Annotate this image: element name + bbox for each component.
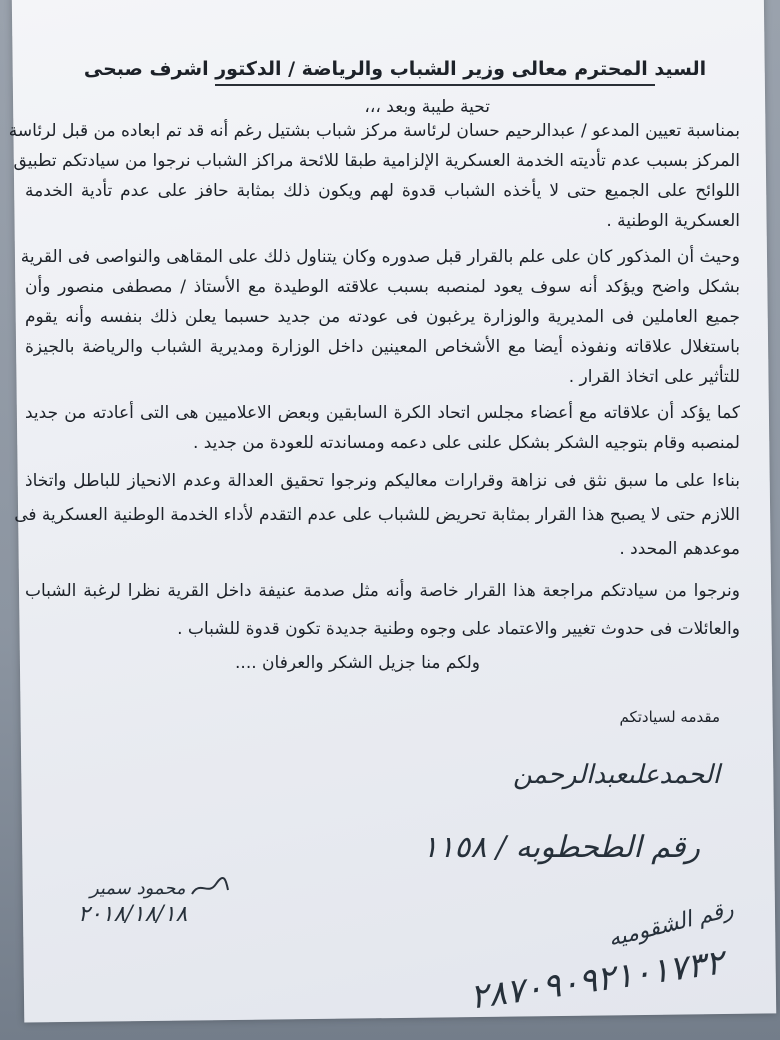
sender-signature: الحمدعلىعبدالرحمن — [513, 760, 720, 790]
body-line: كما يؤكد أن علاقاته مع أعضاء مجلس اتحاد الكرة السابقين وبعض الاعلاميين هى التى أعادته من جديد — [25, 403, 740, 423]
body-line: بشكل واضح ويؤكد أنه سوف يعود لمنصبه بسبب علاقته الوطيدة مع الأستاذ / مصطفى منصور وأن — [25, 277, 740, 297]
body-line: وحيث أن المذكور كان على علم بالقرار قبل صدوره وكان يتناول ذلك على المقاهى والنواصى فى القرية — [20, 247, 740, 267]
signature-stroke-icon — [190, 876, 230, 900]
body-line: موعدهم المحدد . — [619, 539, 740, 559]
national-id-label: رقم الشقوميه — [605, 896, 737, 953]
body-line: باستغلال علاقاته ونفوذه أيضا مع الأشخاص المعينين داخل الوزارة ومديرية الشباب والرياضة بالجيزة — [25, 337, 740, 357]
body-line: لمنصبه وقام بتوجيه الشكر بشكل علنى على دعمه ومساندته للعودة من جديد . — [192, 433, 740, 453]
file-number: رقم الطحطوبه / ١١٥٨ — [422, 830, 700, 865]
body-line: بناءا على ما سبق نثق فى نزاهة وقرارات معاليكم ونرجوا تحقيق العدالة وعدم الانحياز للباطل واتخاذ — [25, 471, 740, 491]
body-line: ونرجوا من سيادتكم مراجعة هذا القرار خاصة وأنه مثل صدمة عنيفة داخل القرية نظرا لرغبة الشباب — [25, 581, 740, 601]
greeting: تحية طيبة وبعد ،،، — [364, 97, 490, 117]
body-line: ولكم منا جزيل الشكر والعرفان .... — [235, 653, 480, 673]
body-line: للتأثير على اتخاذ القرار . — [568, 367, 740, 387]
title-underline — [215, 84, 655, 86]
national-id-number: ٢٨٧٠٩٠٩٢١٠١٧٣٢ — [467, 942, 727, 1018]
receiver-note: محمود سمير — [90, 878, 186, 899]
body-line: العسكرية الوطنية . — [606, 211, 740, 231]
body-line: اللازم حتى لا يصبح هذا القرار بمثابة تحريض للشباب على عدم التقدم لأداء الخدمة الوطنية العسكرية فى — [14, 505, 740, 525]
letter-title: السيد المحترم معالى وزير الشباب والرياضة / الدكتور اشرف صبحى — [83, 58, 707, 80]
body-line: والعائلات فى حدوث تغيير والاعتماد على وجوه وطنية جديدة تكون قدوة للشباب . — [177, 619, 740, 639]
body-line: بمناسبة تعيين المدعو / عبدالرحيم حسان لرئاسة مركز شباب بشتيل رغم أنه قد تم ابعاده من قبل لرئاسة — [8, 121, 740, 141]
closing: مقدمه لسيادتكم — [619, 708, 720, 726]
body-line: المركز بسبب عدم تأديته الخدمة العسكرية الإلزامية طبقا للائحة مراكز الشباب نرجوا من سيادتكم تطبيق — [13, 151, 740, 171]
handwritten-date: ٢٠١٨/١٨/١٨ — [78, 902, 188, 927]
body-line: جميع العاملين فى المديرية والوزارة يرغبون فى عودته من جديد حسبما يعلن ذلك بنفسه وأنه يقوم — [25, 307, 740, 327]
body-line: اللوائح على الجميع حتى لا يأخذه الشباب قدوة لهم ويكون ذلك بمثابة حافز على عدم تأدية الخدمة — [25, 181, 740, 201]
